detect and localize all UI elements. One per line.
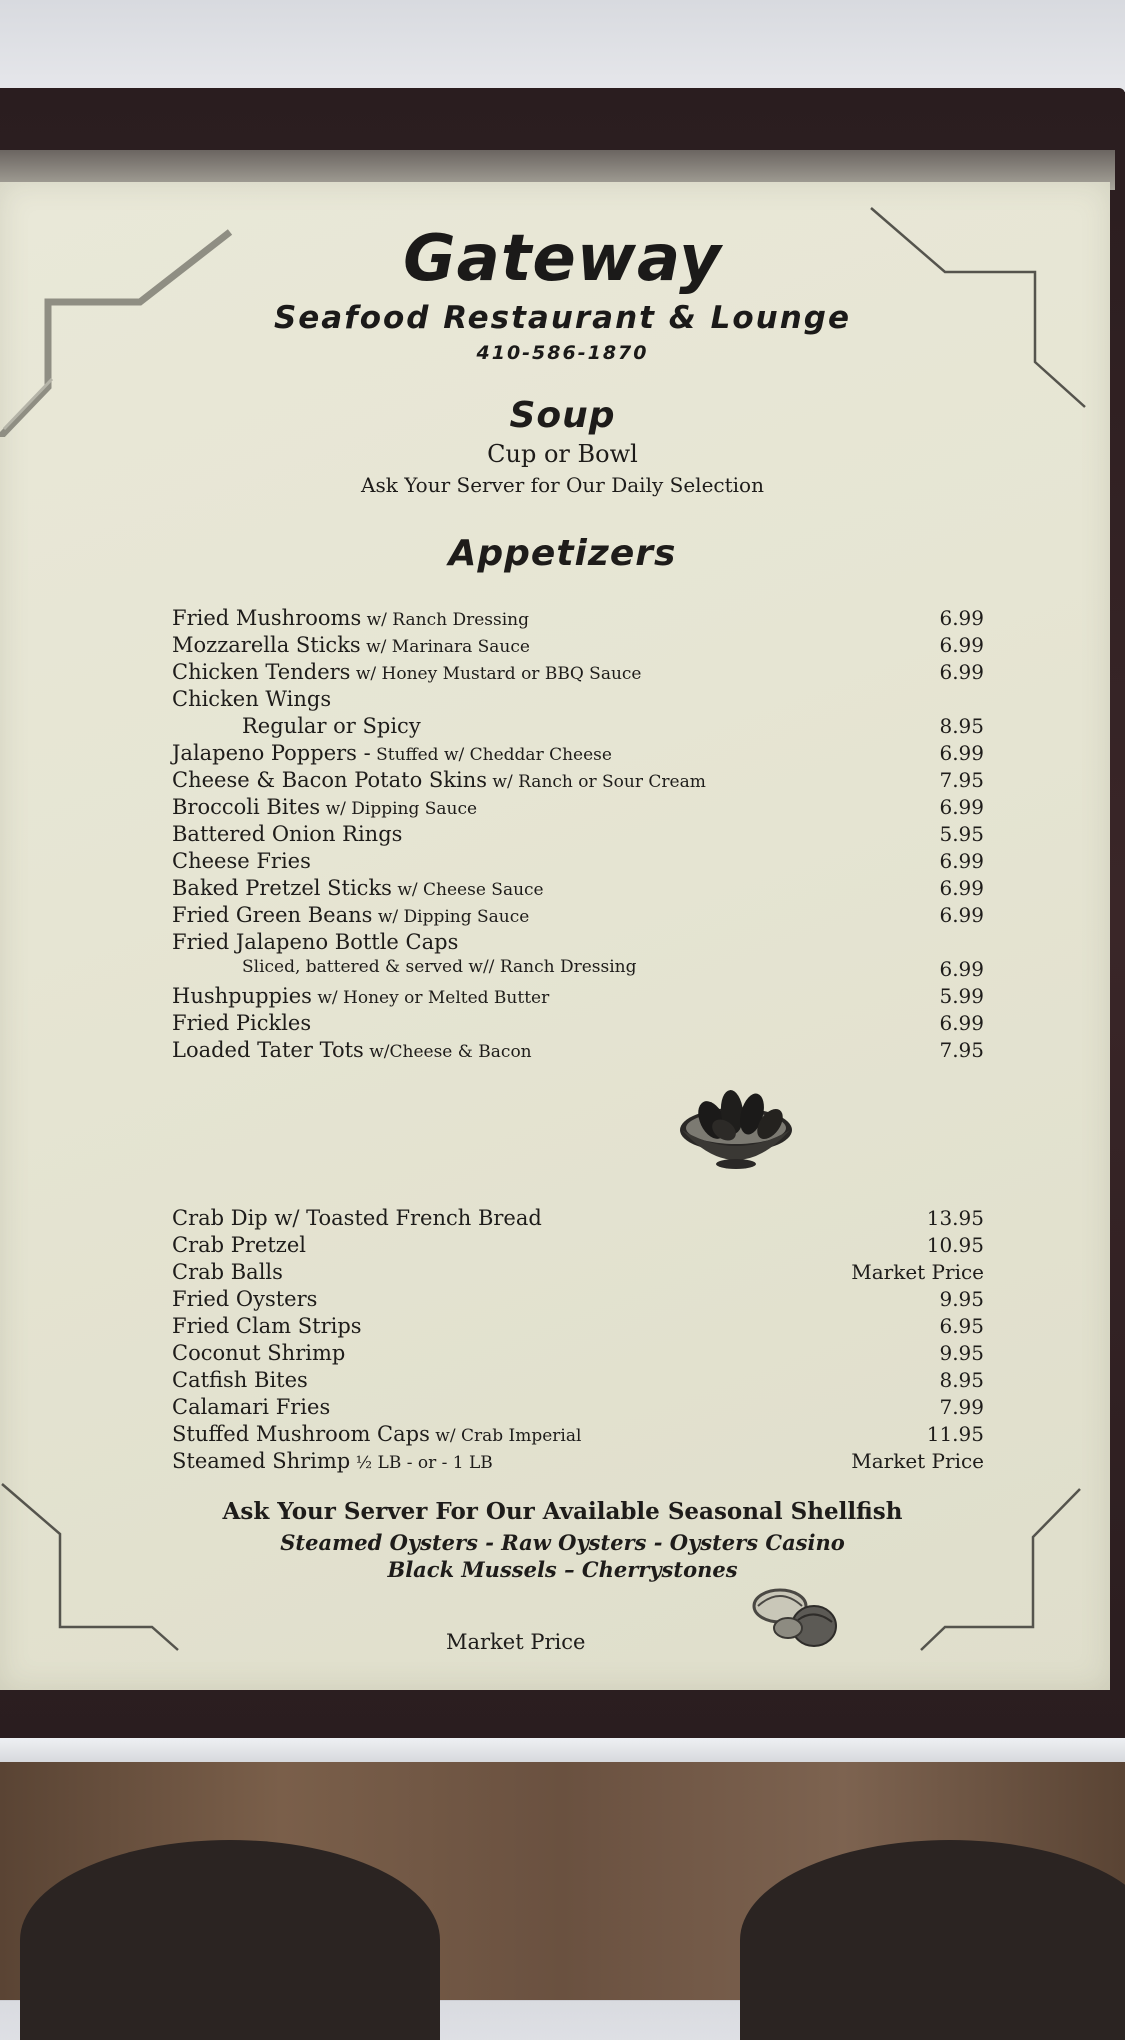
- item-price: 6.99: [939, 741, 984, 765]
- menu-item: Coconut Shrimp 9.95: [172, 1341, 984, 1365]
- menu-item: Broccoli Bites w/ Dipping Sauce 6.99: [172, 795, 984, 819]
- seasonal-shellfish-line2: Black Mussels – Cherrystones: [387, 1557, 738, 1582]
- menu-item: Calamari Fries 7.99: [172, 1395, 984, 1419]
- menu-item: Crab Dip w/ Toasted French Bread 13.95: [172, 1206, 984, 1230]
- item-price: Market Price: [851, 1449, 984, 1473]
- menu-item: Fried Mushrooms w/ Ranch Dressing 6.99: [172, 606, 984, 630]
- item-price: 5.95: [939, 822, 984, 846]
- clam-shells-icon: [748, 1582, 844, 1650]
- item-price: 6.99: [939, 849, 984, 873]
- knee-left: [20, 1840, 440, 2040]
- restaurant-subtitle: Seafood Restaurant & Lounge: [273, 300, 852, 336]
- item-price: 5.99: [939, 984, 984, 1008]
- menu-item: Chicken Tenders w/ Honey Mustard or BBQ Sauce 6.99: [172, 660, 984, 684]
- menu-item: Hushpuppies w/ Honey or Melted Butter 5.99: [172, 984, 984, 1008]
- item-price: 9.95: [939, 1287, 984, 1311]
- item-price: 11.95: [926, 1422, 984, 1446]
- item-price: 6.99: [939, 795, 984, 819]
- menu-item: Fried Jalapeno Bottle Caps: [172, 930, 459, 954]
- item-price: 6.99: [939, 660, 984, 684]
- menu-item: Cheese Fries 6.99: [172, 849, 984, 873]
- menu-item: Catfish Bites 8.95: [172, 1368, 984, 1392]
- item-price: 7.99: [939, 1395, 984, 1419]
- seasonal-shellfish-heading: Ask Your Server For Our Available Seasonal Shellfish: [222, 1498, 903, 1525]
- menu-item: Jalapeno Poppers - Stuffed w/ Cheddar Cheese 6.99: [172, 741, 984, 765]
- item-price: 8.95: [939, 1368, 984, 1392]
- background-wall: [0, 0, 1125, 92]
- item-price: 8.95: [939, 714, 984, 738]
- seasonal-shellfish-price: Market Price: [446, 1630, 586, 1654]
- menu-item: Fried Green Beans w/ Dipping Sauce 6.99: [172, 903, 984, 927]
- knee-right: [740, 1840, 1125, 2040]
- item-price: 6.99: [939, 903, 984, 927]
- phone-number: 410-586-1870: [476, 342, 649, 364]
- item-price: 10.95: [926, 1233, 984, 1257]
- menu-item: Cheese & Bacon Potato Skins w/ Ranch or Sour Cream 7.95: [172, 768, 984, 792]
- item-price: 6.99: [939, 876, 984, 900]
- menu-item: Mozzarella Sticks w/ Marinara Sauce 6.99: [172, 633, 984, 657]
- floor-background: [0, 1762, 1125, 2000]
- item-price: 6.99: [939, 633, 984, 657]
- paper-below: [0, 1738, 1125, 1762]
- menu-item-option: Sliced, battered & served w// Ranch Dressing 6.99: [242, 957, 984, 981]
- menu-item: Fried Clam Strips 6.95: [172, 1314, 984, 1338]
- item-price: Market Price: [851, 1260, 984, 1284]
- item-price: 9.95: [939, 1341, 984, 1365]
- soup-daily-note: Ask Your Server for Our Daily Selection: [361, 473, 764, 497]
- item-price: 13.95: [926, 1206, 984, 1230]
- item-price: 6.99: [939, 957, 984, 981]
- restaurant-name: Gateway: [403, 222, 722, 296]
- seasonal-shellfish-line1: Steamed Oysters - Raw Oysters - Oysters Casino: [280, 1530, 845, 1555]
- menu-item: Steamed Shrimp ½ LB - or - 1 LB Market Price: [172, 1449, 984, 1473]
- soup-size-note: Cup or Bowl: [487, 440, 638, 468]
- menu-item: Chicken Wings: [172, 687, 332, 711]
- menu-item: Battered Onion Rings 5.95: [172, 822, 984, 846]
- item-price: 6.99: [939, 1011, 984, 1035]
- item-price: 6.95: [939, 1314, 984, 1338]
- mussel-bowl-icon: [672, 1080, 800, 1178]
- appetizers-heading: Appetizers: [448, 533, 677, 574]
- menu-item-option: Regular or Spicy 8.95: [242, 714, 984, 738]
- menu-item: Baked Pretzel Sticks w/ Cheese Sauce 6.99: [172, 876, 984, 900]
- item-price: 7.95: [939, 768, 984, 792]
- menu-item: Stuffed Mushroom Caps w/ Crab Imperial 11.95: [172, 1422, 984, 1446]
- item-price: 7.95: [939, 1038, 984, 1062]
- item-price: 6.99: [939, 606, 984, 630]
- menu-item: Crab Balls Market Price: [172, 1260, 984, 1284]
- soup-heading: Soup: [509, 395, 616, 436]
- menu-item: Fried Pickles 6.99: [172, 1011, 984, 1035]
- menu-item: Loaded Tater Tots w/Cheese & Bacon 7.95: [172, 1038, 984, 1062]
- menu-item: Fried Oysters 9.95: [172, 1287, 984, 1311]
- menu-item: Crab Pretzel 10.95: [172, 1233, 984, 1257]
